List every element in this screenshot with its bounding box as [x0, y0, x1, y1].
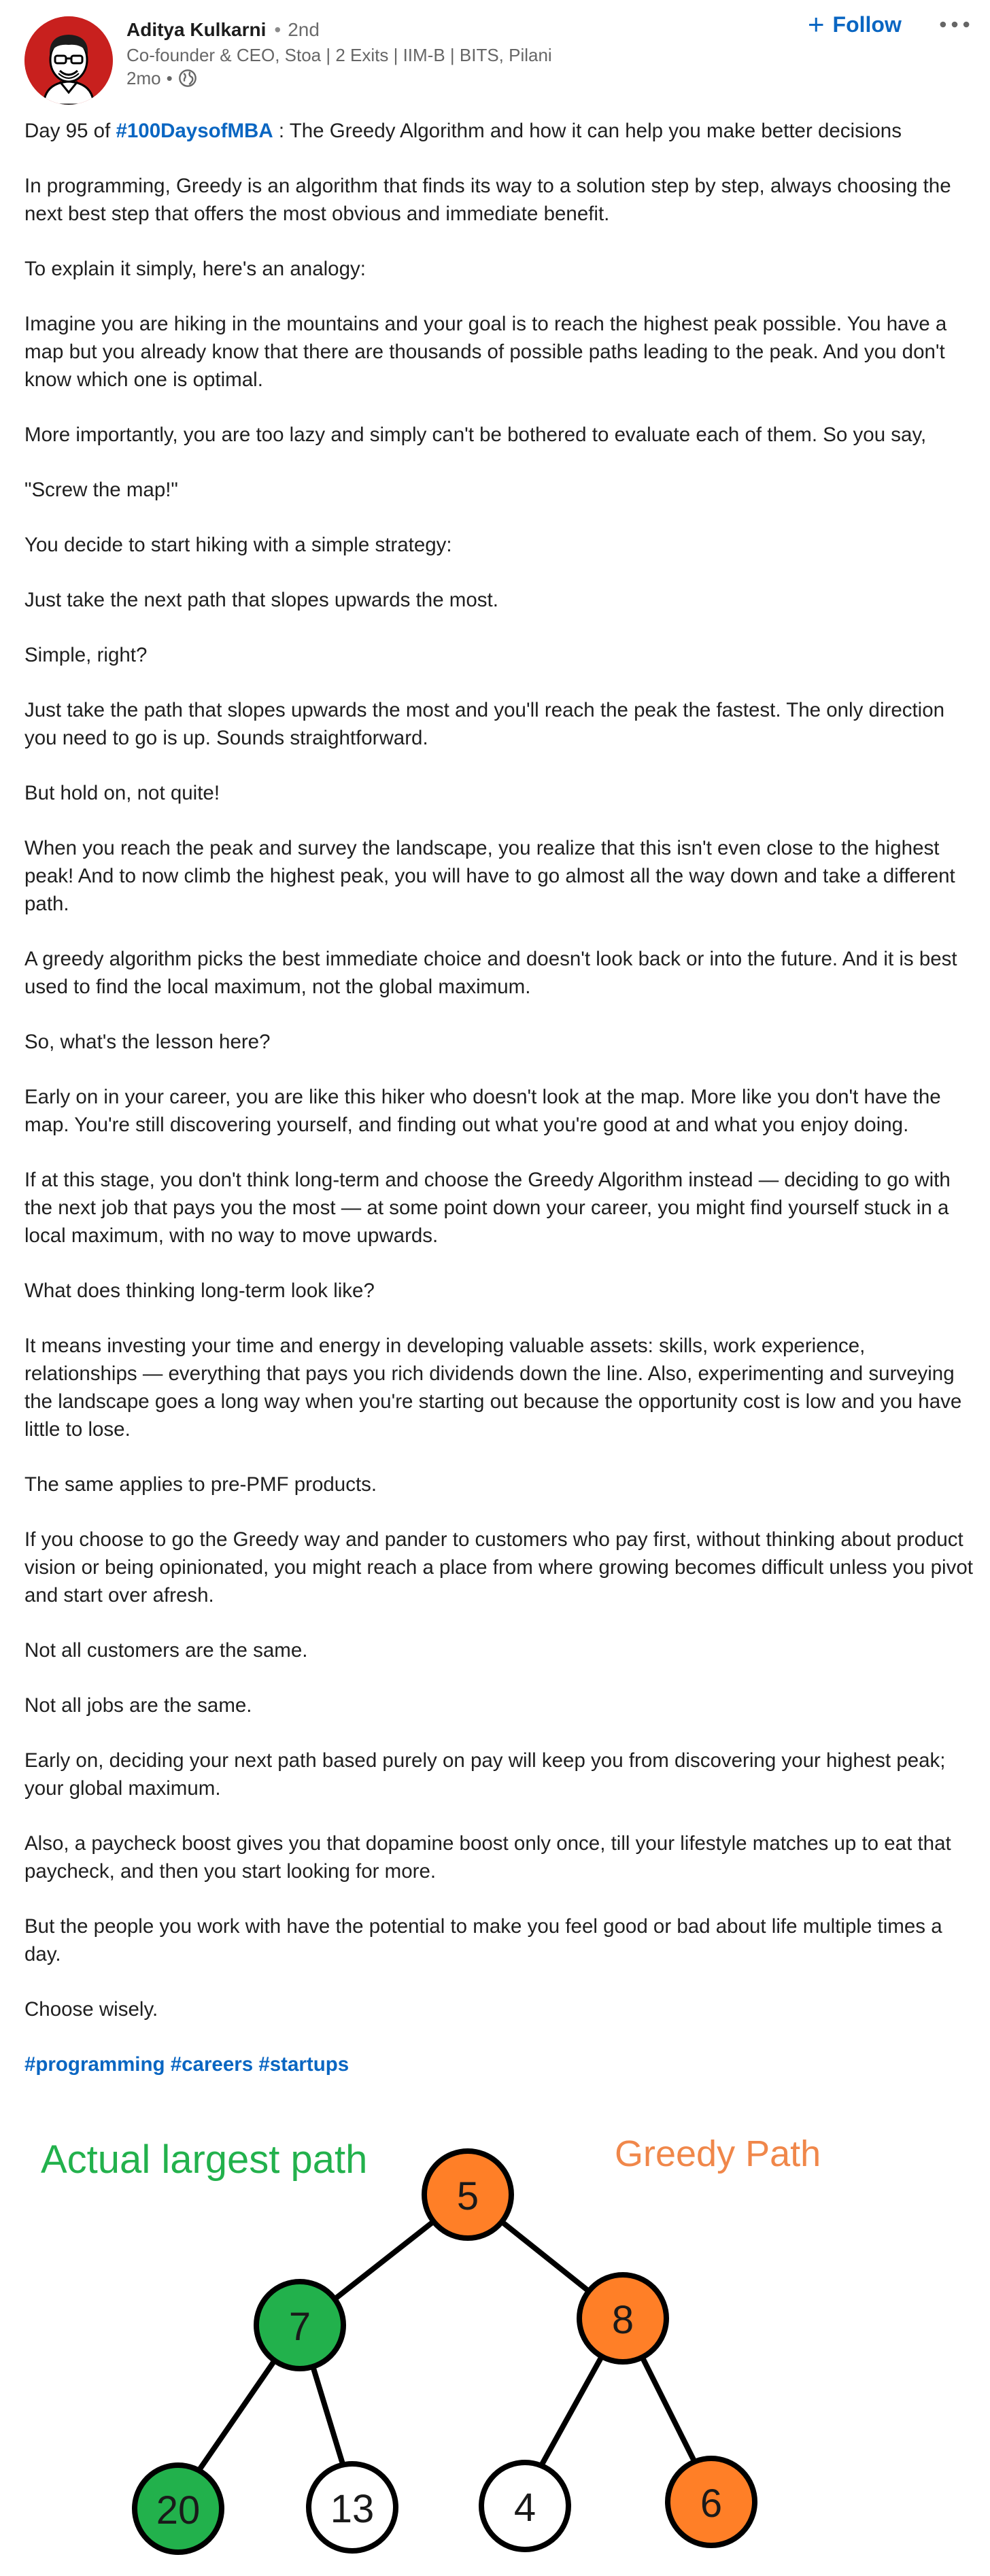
author-headline: Co-founder & CEO, Stoa | 2 Exits | IIM-B | BITS, Pilani	[126, 45, 552, 65]
more-options-button[interactable]	[936, 10, 974, 39]
hashtag-startups[interactable]: #startups	[258, 2053, 349, 2076]
greedy-tree-diagram	[24, 2114, 976, 2576]
post-paragraph: If at this stage, you don't think long-term and choose the Greedy Algorithm instead — deciding to go with the next job that pays you the most — at some point down your career, you might find yourself stuck in a local maximum, with no way to move upwards.	[24, 1169, 951, 1247]
svg-text:20: 20	[156, 2488, 201, 2532]
post-paragraph: Not all customers are the same.	[24, 1639, 308, 1662]
plus-icon: +	[808, 8, 825, 40]
post-paragraph: "Screw the map!"	[24, 479, 178, 501]
post-paragraph: Just take the next path that slopes upwards the most.	[24, 589, 498, 611]
post-paragraph: Just take the path that slopes upwards the most and you'll reach the peak the fastest. The only direction you need to go is up. Sounds straightforward.	[24, 699, 945, 749]
post-text	[24, 117, 976, 2078]
post-paragraph: Imagine you are hiking in the mountains and your goal is to reach the highest peak possible. You have a map but you already know that there are thousands of possible paths leading to the peak. And you don't know which one is optimal.	[24, 313, 947, 391]
post-paragraph: Early on in your career, you are like this hiker who doesn't look at the map. More like you don't have the map. You're still discovering yourself, and finding out what you're good at and what you enjoy doing.	[24, 1086, 941, 1136]
post-header	[0, 0, 990, 95]
more-horizontal-icon	[938, 20, 971, 29]
tree-node-left-left	[135, 2465, 222, 2552]
hashtag-careers[interactable]: #careers	[170, 2053, 254, 2076]
svg-text:5: 5	[456, 2174, 479, 2218]
post-paragraph: So, what's the lesson here?	[24, 1031, 271, 1053]
hashtag-programming[interactable]: #programming	[24, 2053, 165, 2076]
post-paragraph: Also, a paycheck boost gives you that dopamine boost only once, till your lifestyle matches up to eat that paycheck, and then you start looking for more.	[24, 1832, 951, 1883]
intro-prefix: Day 95 of	[24, 120, 116, 142]
post-paragraph: More importantly, you are too lazy and simply can't be bothered to evaluate each of them. So you say,	[24, 424, 927, 446]
post-paragraph: In programming, Greedy is an algorithm that finds its way to a solution step by step, always choosing the next best step that offers the most obvious and immediate benefit.	[24, 175, 951, 225]
svg-text:8: 8	[611, 2298, 634, 2342]
author-name-line	[126, 18, 320, 42]
intro-suffix: : The Greedy Algorithm and how it can help you make better decisions	[273, 120, 902, 142]
follow-label: Follow	[832, 12, 902, 37]
post-paragraph: But hold on, not quite!	[24, 782, 220, 804]
post-intro	[24, 117, 976, 145]
tree-node-root	[424, 2151, 511, 2238]
tree-node-left	[256, 2282, 343, 2369]
tree-node-right	[579, 2275, 666, 2362]
post-meta	[126, 67, 197, 90]
meta-separator: •	[166, 68, 173, 88]
post-paragraph: When you reach the peak and survey the landscape, you realize that this isn't even close to the highest peak! And to now climb the highest peak, you will have to go almost all the way down and take a different path.	[24, 837, 955, 915]
author-name[interactable]: Aditya Kulkarni	[126, 19, 267, 40]
post-paragraph: The same applies to pre-PMF products.	[24, 1473, 377, 1496]
post-paragraph: But the people you work with have the potential to make you feel good or bad about life multiple times a day.	[24, 1915, 942, 1965]
svg-text:6: 6	[700, 2481, 723, 2526]
tree-node-right-right	[668, 2458, 755, 2545]
tree-node-right-left	[481, 2462, 568, 2549]
post-paragraph: It means investing your time and energy in developing valuable assets: skills, work experience, relationships — everything that pays you rich dividends down the line. Also, experimenting and surveying the landscape goes a long way when you're starting out because the opportunity cost is low and you have little to lose.	[24, 1335, 962, 1441]
svg-text:4: 4	[513, 2486, 536, 2530]
post-paragraph: To explain it simply, here's an analogy:	[24, 258, 366, 280]
post-paragraph: If you choose to go the Greedy way and pander to customers who pay first, without thinking about product vision or being opinionated, you might reach a place from where growing becomes difficult unless you pivot and start over afresh.	[24, 1528, 973, 1607]
post-image[interactable]	[24, 2114, 976, 2576]
svg-text:7: 7	[288, 2305, 311, 2349]
connection-degree: • 2nd	[266, 19, 320, 40]
svg-text:13: 13	[330, 2487, 375, 2531]
post-paragraph: What does thinking long-term look like?	[24, 1280, 375, 1302]
post-paragraph: Not all jobs are the same.	[24, 1694, 252, 1717]
follow-button[interactable]	[796, 7, 914, 42]
avatar-illustration	[24, 16, 113, 105]
post-paragraph: Early on, deciding your next path based purely on pay will keep you from discovering your highest peak; your global maximum.	[24, 1749, 946, 1800]
hashtag-100daysofmba[interactable]: #100DaysofMBA	[116, 120, 273, 142]
actual-largest-path-label: Actual largest path	[41, 2137, 368, 2182]
greedy-path-label: Greedy Path	[615, 2133, 821, 2174]
post-paragraph: A greedy algorithm picks the best immediate choice and doesn't look back or into the future. And it is best used to find the local maximum, not the global maximum.	[24, 948, 957, 998]
tree-node-left-right	[309, 2464, 396, 2551]
author-avatar[interactable]	[24, 16, 113, 105]
post-paragraph: You decide to start hiking with a simple strategy:	[24, 534, 452, 556]
globe-icon	[178, 69, 197, 88]
post-hashtags	[24, 2050, 976, 2078]
post-paragraph: Simple, right?	[24, 644, 148, 666]
post-time[interactable]: 2mo	[126, 68, 161, 88]
post-paragraph: Choose wisely.	[24, 1998, 158, 2021]
